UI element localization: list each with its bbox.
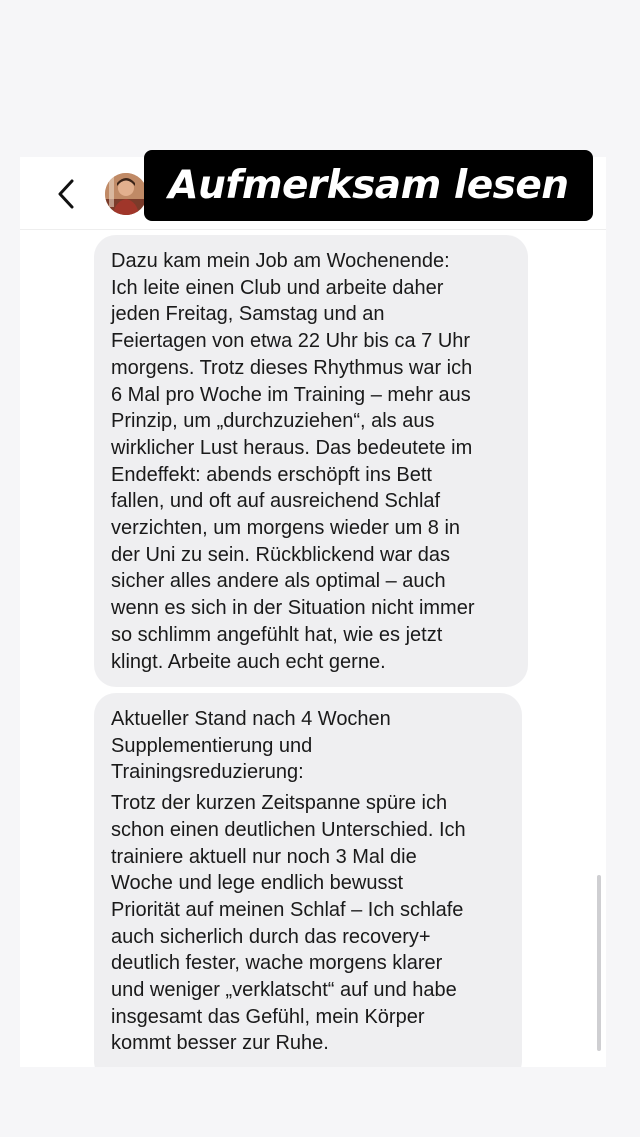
message-line: der Uni zu sein. Rückblickend war das xyxy=(111,543,451,566)
message-text xyxy=(111,706,506,1057)
message-line: wirklicher Lust heraus. Das bedeutete im xyxy=(111,436,473,459)
message-line: Feiertagen von etwa 22 Uhr bis ca 7 Uhr xyxy=(111,330,471,353)
message-line: Supplementierung und xyxy=(111,734,313,757)
message-line: klingt. Arbeite auch echt gerne. xyxy=(111,650,386,673)
message-line: Prinzip, um „durchzuziehen“, als aus xyxy=(111,410,435,433)
banner-title: Aufmerksam lesen xyxy=(168,163,569,208)
message-line: kommt besser zur Ruhe. xyxy=(111,1032,329,1055)
message-line: schon einen deutlichen Unterschied. Ich xyxy=(111,818,466,841)
message-line: insgesamt das Gefühl, mein Körper xyxy=(111,1005,425,1028)
message-line: Aktueller Stand nach 4 Wochen xyxy=(111,708,391,730)
scrollbar[interactable] xyxy=(597,875,601,1051)
message-bubble[interactable] xyxy=(94,693,522,1067)
message-line: trainiere aktuell nur noch 3 Mal die xyxy=(111,845,417,868)
message-line: Woche und lege endlich bewusst xyxy=(111,872,404,895)
chat-panel xyxy=(20,157,606,1067)
message-line: verzichten, um morgens wieder um 8 in xyxy=(111,517,461,540)
message-line: Trotz der kurzen Zeitspanne spüre ich xyxy=(111,792,448,815)
message-line: und weniger „verklatscht“ auf und habe xyxy=(111,979,457,1002)
message-line: auch sicherlich durch das recovery+ xyxy=(111,925,431,948)
message-line: deutlich fester, wache morgens klarer xyxy=(111,952,443,975)
message-line: so schlimm angefühlt hat, wie es jetzt xyxy=(111,623,443,646)
avatar-image xyxy=(105,173,147,215)
message-line: Trainingsreduzierung: xyxy=(111,761,304,784)
chevron-left-icon xyxy=(57,178,77,210)
message-line: Priorität auf meinen Schlaf – Ich schlafe xyxy=(111,898,464,921)
message-line: Ich leite einen Club und arbeite daher xyxy=(111,276,444,299)
message-text xyxy=(111,248,512,675)
message-line: morgens. Trotz dieses Rhythmus war ich xyxy=(111,356,473,379)
message-line: jeden Freitag, Samstag und an xyxy=(111,303,385,326)
title-banner xyxy=(144,150,593,221)
message-line: wenn es sich in der Situation nicht immer xyxy=(111,597,475,620)
message-line: sicher alles andere als optimal – auch xyxy=(111,570,446,593)
message-line: fallen, und oft auf ausreichend Schlaf xyxy=(111,490,441,513)
back-button[interactable] xyxy=(50,171,84,217)
message-line: Dazu kam mein Job am Wochenende: xyxy=(111,250,450,272)
avatar[interactable] xyxy=(105,173,147,215)
message-line: 6 Mal pro Woche im Training – mehr aus xyxy=(111,383,471,406)
message-line: Endeffekt: abends erschöpft ins Bett xyxy=(111,463,432,486)
message-bubble[interactable] xyxy=(94,235,528,687)
